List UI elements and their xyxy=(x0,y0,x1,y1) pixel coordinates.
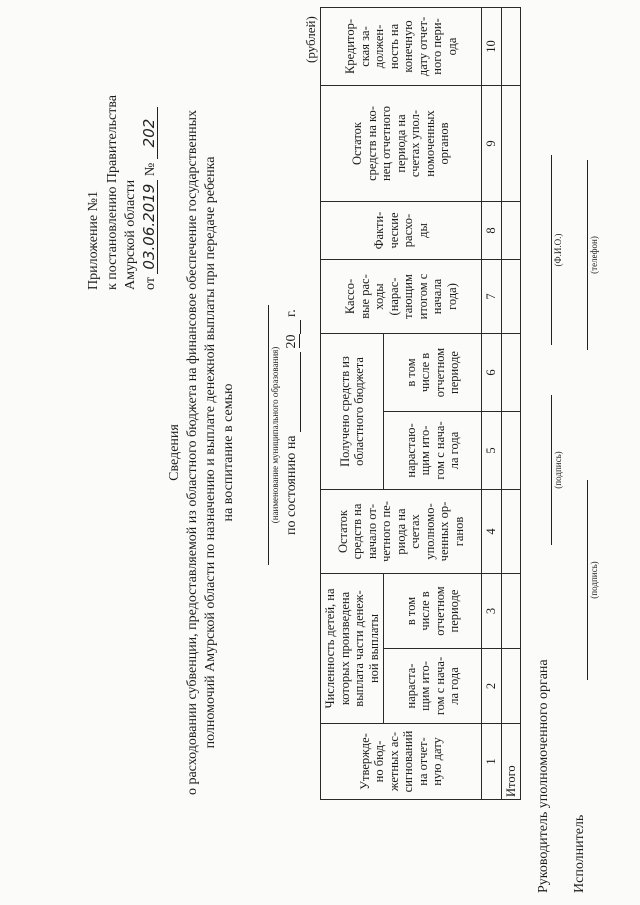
head-fio-caption: (Ф.И.О.) xyxy=(553,233,563,267)
as-of-row xyxy=(284,309,301,535)
header-line: выплата части денеж- xyxy=(352,590,366,707)
as-of-prefix: по состоянию на xyxy=(284,435,299,535)
header-line: четного пе- xyxy=(379,501,394,562)
doc-title: Сведения xyxy=(167,424,182,481)
handwritten-number: 202 xyxy=(141,107,158,160)
header-line: ла года xyxy=(447,667,461,705)
header-line: ская за- xyxy=(357,26,372,67)
header-line: числе в xyxy=(418,591,432,631)
header-col7 xyxy=(321,260,482,334)
column-number: 10 xyxy=(482,8,502,86)
header-line: конечную xyxy=(401,20,415,73)
total-label: Итого xyxy=(501,724,521,800)
header-line: начало от- xyxy=(364,504,379,560)
header-line: Факти- xyxy=(372,211,386,250)
header-line: (нарас- xyxy=(386,277,401,316)
header-col23 xyxy=(321,574,384,724)
header-line: ходы xyxy=(372,283,386,310)
header-col3 xyxy=(384,574,482,649)
executor-phone-caption: (телефон) xyxy=(589,236,599,274)
header-line: гом с нача- xyxy=(432,421,447,480)
header-line: Остаток xyxy=(350,121,365,166)
header-line: органов xyxy=(437,122,452,165)
header-col5 xyxy=(384,412,482,490)
header-line: ды xyxy=(415,223,430,238)
header-line: ла года xyxy=(447,431,461,470)
total-cell[interactable] xyxy=(501,649,521,724)
header-line: на отчет- xyxy=(415,737,430,786)
header-line: тающим xyxy=(401,274,415,319)
as-of-suffix: г. xyxy=(284,309,299,317)
header-line: щим ито- xyxy=(418,661,432,711)
units-label: (рублей) xyxy=(303,16,318,63)
header-line: ческие xyxy=(386,212,401,249)
header-line: периода на xyxy=(393,114,408,173)
header-line: итогом с xyxy=(415,273,430,320)
header-col56 xyxy=(321,334,384,490)
header-line: Численность детей, на xyxy=(323,588,337,709)
header-line: ода xyxy=(444,37,459,56)
column-number: 3 xyxy=(482,574,502,649)
header-line: щим ито- xyxy=(418,425,432,476)
as-of-blank xyxy=(284,352,301,432)
column-number: 9 xyxy=(482,86,502,202)
header-line: нец отчетного xyxy=(379,106,394,181)
column-number: 1 xyxy=(482,724,502,800)
municipality-line xyxy=(268,305,269,565)
appendix-line2: к постановлению Правительства xyxy=(105,94,120,290)
header-line: Получено средств из xyxy=(337,356,352,467)
doc-subtitle-line3: на воспитание в семью xyxy=(221,383,236,522)
head-label: Руководитель уполномоченного органа xyxy=(536,659,551,893)
number-prefix: № xyxy=(143,162,158,177)
header-line: вые рас- xyxy=(357,274,372,319)
header-line: отчетном xyxy=(432,347,447,398)
header-col2 xyxy=(384,649,482,724)
header-line: ченных ор- xyxy=(437,501,452,562)
total-cell[interactable] xyxy=(501,86,521,202)
total-cell[interactable] xyxy=(501,8,521,86)
doc-subtitle-line2: полномочий Амурской области по назначению и выплате денежной выплаты при передаче ребенка xyxy=(203,156,218,749)
column-number: 6 xyxy=(482,334,502,412)
executor-phone-line xyxy=(587,160,588,350)
header-line: ганов xyxy=(451,516,466,547)
column-number: 7 xyxy=(482,260,502,334)
header-line: в том xyxy=(403,358,418,387)
header-line: нараста- xyxy=(403,663,418,709)
column-number: 8 xyxy=(482,202,502,260)
header-line: периоде xyxy=(447,589,461,633)
header-line: средств на xyxy=(350,503,365,560)
header-line: ной выплаты xyxy=(366,613,381,684)
total-cell[interactable] xyxy=(501,260,521,334)
header-line: дату отчет- xyxy=(415,16,430,77)
municipality-caption: (наименование муниципального образования) xyxy=(270,346,280,524)
header-col10 xyxy=(321,8,482,86)
column-number: 5 xyxy=(482,412,502,490)
appendix-line3: Амурской области xyxy=(123,179,138,290)
header-line: ность на xyxy=(386,23,401,70)
executor-signature-caption: (подпись) xyxy=(589,561,599,599)
header-line: расхо- xyxy=(401,213,415,248)
header-line: счетах xyxy=(408,514,423,549)
header-col8 xyxy=(321,202,482,260)
executor-label: Исполнитель xyxy=(572,814,587,893)
header-line: ную дату xyxy=(430,737,444,786)
header-line: начала xyxy=(430,278,444,315)
head-fio-line xyxy=(551,155,552,345)
header-line: периоде xyxy=(447,351,461,394)
total-row xyxy=(501,8,521,800)
header-line: числе в xyxy=(418,352,432,393)
total-cell[interactable] xyxy=(501,490,521,574)
handwritten-date: 03.06.2019 xyxy=(141,180,158,274)
header-line: гом с нача- xyxy=(432,656,447,716)
column-number: 2 xyxy=(482,649,502,724)
executor-signature-line xyxy=(587,480,588,680)
header-line: ного пери- xyxy=(430,18,444,75)
header-line: средств на ко- xyxy=(364,106,379,181)
header-line: Кредитор- xyxy=(343,19,357,74)
header-line: счетах упол- xyxy=(408,109,423,178)
appendix-date-row xyxy=(141,107,159,290)
header-line: Кассо- xyxy=(343,278,357,315)
header-col9 xyxy=(321,86,482,202)
header-col4 xyxy=(321,490,482,574)
header-line: жетных ас- xyxy=(386,731,401,792)
report-table xyxy=(320,7,521,800)
header-line: областного бюджета xyxy=(352,357,366,466)
column-number: 4 xyxy=(482,490,502,574)
appendix-title: Приложение №1 xyxy=(86,191,101,290)
head-signature-caption: (подпись) xyxy=(553,451,563,489)
total-cell[interactable] xyxy=(501,202,521,260)
doc-subtitle-line1: о расходовании субвенции, предоставляемой из областного бюджета на финансовое обеспечение государственных xyxy=(185,109,200,796)
date-prefix: от xyxy=(143,277,158,290)
header-col6 xyxy=(384,334,482,412)
header-line: сигнований xyxy=(401,730,415,793)
header-line: которых произведена xyxy=(337,591,352,706)
column-numbers-row xyxy=(482,8,502,800)
header-line: года) xyxy=(444,283,459,310)
total-cell[interactable] xyxy=(501,334,521,412)
header-line: уполномо- xyxy=(422,503,437,560)
header-line: отчетном xyxy=(432,586,447,636)
header-line: в том xyxy=(403,596,418,626)
head-signature-line xyxy=(551,395,552,545)
as-of-year: 20 xyxy=(284,334,299,349)
header-line: должен- xyxy=(372,24,386,69)
total-cell[interactable] xyxy=(501,574,521,649)
header-line: номоченных xyxy=(422,110,437,177)
header-line: риода на xyxy=(393,508,408,555)
header-col1 xyxy=(321,724,482,800)
total-cell[interactable] xyxy=(501,412,521,490)
header-line: нарастаю- xyxy=(403,423,418,478)
header-line: Остаток xyxy=(335,509,350,554)
header-line: но бюд- xyxy=(372,740,386,783)
header-line: Утвержде- xyxy=(357,733,372,790)
